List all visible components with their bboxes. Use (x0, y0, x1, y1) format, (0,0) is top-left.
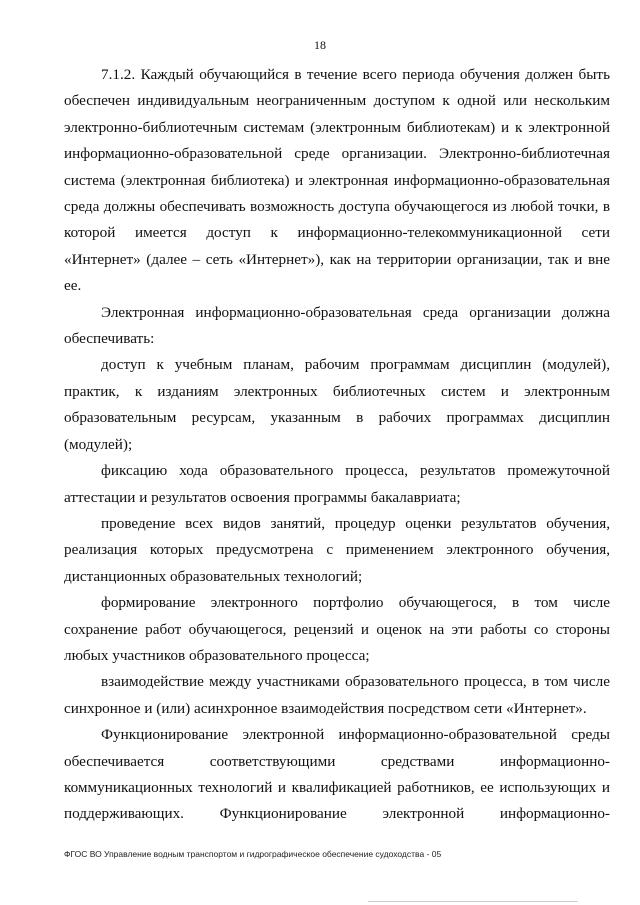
paragraph-functioning: Функционирование электронной информационно-образовательной среды обеспечивается соответствующими средствами информационно-коммуникационных технологий и квалификацией работников, ее использующих и поддерживающих. Функционирование электронной информационно- (64, 726, 610, 823)
list-item-classes: проведение всех видов занятий, процедур оценки результатов обучения, реализация которых предусмотрена с применением электронного обучения, дистанционных образовательных технологий; (64, 514, 610, 585)
list-item-interaction: взаимодействие между участниками образовательного процесса, в том числе синхронное и (или) асинхронное взаимодействия посредством сети «Интернет». (64, 673, 610, 717)
list-item-access: доступ к учебным планам, рабочим программам дисциплин (модулей), практик, к изданиям электронных библиотечных систем и электронным образовательным ресурсам, указанным в рабочих программах дисциплин (модулей); (64, 356, 610, 453)
paragraph-environment-intro: Электронная информационно-образовательная среда организации должна обеспечивать: (64, 303, 610, 348)
page-footer: ФГОС ВО Управление водным транспортом и гидрографическое обеспечение судоходства - 05 (64, 849, 442, 859)
list-item-recording: фиксацию хода образовательного процесса, результатов промежуточной аттестации и результатов освоения программы бакалавриата; (64, 462, 610, 506)
paragraph-7-1-2: 7.1.2. Каждый обучающийся в течение всего периода обучения должен быть обеспечен индивидуальным неограниченным доступом к одной или нескольким электронно-библиотечным системам (электронным библиотекам) и к электронной информационно-образовательной среде организации. Электронно-библиотечная система (электронная библиотека) и электронная информационно-образовательная среда должны обеспечивать возможность доступа обучающегося из любой точки, в которой имеется доступ к информационно-телекоммуникационной сети «Интернет» (далее – сеть «Интернет»), как на территории организации, так и вне ее. (64, 66, 610, 295)
scan-artifact-line (368, 901, 578, 902)
page-number: 18 (314, 38, 326, 52)
list-item-portfolio: формирование электронного портфолио обучающегося, в том числе сохранение работ обучающегося, рецензий и оценок на эти работы со стороны любых участников образовательного процесса; (64, 594, 610, 664)
document-body (64, 62, 610, 828)
